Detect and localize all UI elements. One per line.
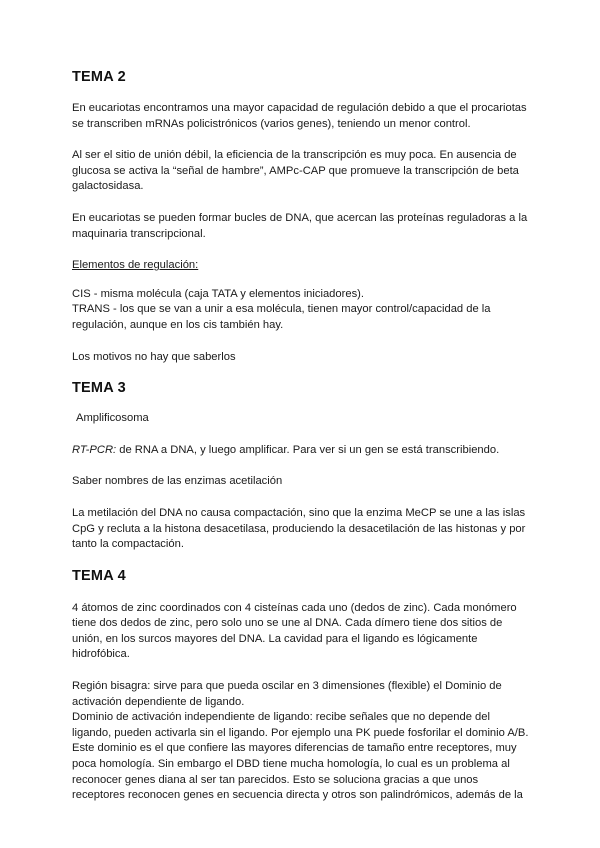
paragraph-bucles-dna: En eucariotas se pueden formar bucles de DNA, que acercan las proteínas reguladoras a la maquinaria transcripcional. <box>72 211 528 240</box>
heading-tema-4: TEMA 4 <box>72 567 126 584</box>
paragraph-region-bisagra: Región bisagra: sirve para que pueda oscilar en 3 dimensiones (flexible) el Dominio de activación dependiente de ligando. <box>72 680 502 708</box>
subheading-elementos-regulacion: Elementos de regulación: <box>72 259 199 272</box>
rt-pcr-label: RT-PCR: <box>72 443 117 456</box>
heading-tema-2: TEMA 2 <box>72 69 126 85</box>
paragraph-cis: CIS - misma molécula (caja TATA y elementos iniciadores). <box>72 287 365 300</box>
rt-pcr-text: de RNA a DNA, y luego amplificar. Para ver si un gen se está transcribiendo. <box>116 443 500 456</box>
paragraph-dominio-activacion: Dominio de activación independiente de ligando: recibe señales que no depende del ligando, pueden activarla sin el ligando. Por ejemplo una PK puede fosforilar el dominio A/B. Este dominio es el que confiere las mayores diferencias de tamaño entre receptores, muy poca homología. Sin embargo el DBD tiene mucha homología, lo cual es un problema al reconocer genes diana al ser tan parecidos. Esto se soluciona gracias a que unos receptores reconocen genes en secuencia directa y otros son palindrómicos, además de la <box>72 711 529 802</box>
paragraph-enzimas-acetilacion: Saber nombres de las enzimas acetilación <box>72 475 283 488</box>
paragraph-amplificosoma: Amplificosoma <box>76 412 149 425</box>
paragraph-eucariotas-regulacion: En eucariotas encontramos una mayor capacidad de regulación debido a que el procariotas se transcriben mRNAs policistrónicos (varios genes), teniendo un menor control. <box>72 102 527 130</box>
paragraph-motivos: Los motivos no hay que saberlos <box>72 350 236 363</box>
paragraph-sitio-union: Al ser el sitio de unión débil, la eficiencia de la transcripción es muy poca. En ausencia de glucosa se activa la “señal de hambre”, AMPc-CAP que promueve la transcripción de beta galactosidasa. <box>72 149 519 193</box>
heading-tema-3: TEMA 3 <box>72 380 126 397</box>
paragraph-metilacion: La metilación del DNA no causa compactación, sino que la enzima MeCP se une a las islas CpG y recluta a la histona desacetilasa, produciendo la desacetilación de las histonas y por tanto la compactación. <box>72 506 526 551</box>
paragraph-atomos-zinc: 4 átomos de zinc coordinados con 4 cisteínas cada uno (dedos de zinc). Cada monómero tiene dos dedos de zinc, pero solo uno se une al DNA. Cada dímero tiene dos sitios de unión, en los surcos mayores del DNA. La cavidad para el ligando es lógicamente hidrofóbica. <box>72 601 517 661</box>
paragraph-rt-pcr <box>72 443 530 459</box>
paragraph-trans: TRANS - los que se van a unir a esa molécula, tienen mayor control/capacidad de la regulación, aunque en los cis también hay. <box>72 303 491 331</box>
